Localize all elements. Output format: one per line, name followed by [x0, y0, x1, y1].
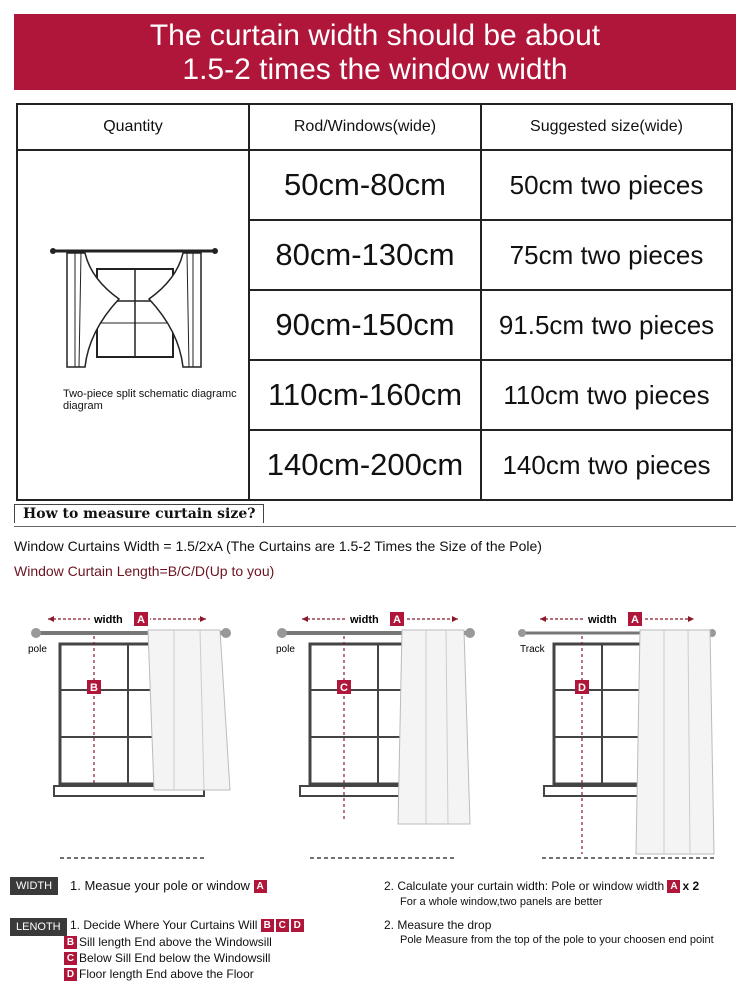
width-step-2: 2. Calculate your curtain width: Pole or window width A x 2	[384, 879, 700, 893]
header-quantity: Quantity	[17, 104, 249, 150]
howto-heading	[14, 504, 736, 527]
rod-cell: 110cm-160cm	[249, 360, 481, 430]
length-step-1: 1. Decide Where Your Curtains Will B C D	[70, 918, 306, 932]
svg-text:width: width	[350, 614, 379, 626]
size-cell: 50cm two pieces	[481, 150, 732, 220]
measure-diagram-d	[514, 600, 734, 867]
measure-diagram-b	[24, 600, 244, 867]
size-cell: 110cm two pieces	[481, 360, 732, 430]
length-formula: Window Curtain Length=B/C/D(Up to you)	[14, 563, 275, 579]
svg-text:Track: Track	[520, 644, 545, 655]
length-option-c: C Below Sill End below the Windowsill	[64, 951, 270, 965]
headline-banner	[14, 14, 736, 90]
width-step-1: 1. Measue your pole or window A	[70, 878, 269, 893]
howto-title: How to measure curtain size?	[14, 504, 264, 523]
width-label: width	[94, 614, 123, 626]
length-step-2-note: Pole Measure from the top of the pole to your choosen end point	[400, 934, 714, 946]
width-tag: WIDTH	[10, 877, 58, 895]
header-suggested: Suggested size(wide)	[481, 104, 732, 150]
curtain-schematic-icon	[19, 239, 247, 379]
svg-text:A: A	[137, 614, 145, 626]
width-formula: Window Curtains Width = 1.5/2xA (The Curtains are 1.5-2 Times the Size of the Pole)	[14, 538, 542, 554]
headline-line-2: 1.5-2 times the window width	[182, 53, 568, 86]
length-option-b: B Sill length End above the Windowsill	[64, 935, 272, 949]
size-cell: 91.5cm two pieces	[481, 290, 732, 360]
svg-text:pole: pole	[276, 644, 295, 655]
size-cell: 75cm two pieces	[481, 220, 732, 290]
size-cell: 140cm two pieces	[481, 430, 732, 500]
rod-cell: 50cm-80cm	[249, 150, 481, 220]
curtain-schematic-cell	[17, 150, 249, 500]
size-table	[16, 103, 733, 501]
schematic-caption: Two-piece split schematic diagramc diagram	[63, 387, 237, 412]
svg-text:A: A	[393, 614, 401, 626]
width-step-2-note: For a whole window,two panels are better	[400, 896, 603, 908]
svg-text:D: D	[578, 682, 586, 694]
svg-text:width: width	[588, 614, 617, 626]
rod-label: pole	[28, 644, 47, 655]
svg-text:A: A	[631, 614, 639, 626]
header-rod: Rod/Windows(wide)	[249, 104, 481, 150]
rod-cell: 90cm-150cm	[249, 290, 481, 360]
rod-cell: 80cm-130cm	[249, 220, 481, 290]
length-step-2: 2. Measure the drop	[384, 918, 492, 932]
headline-line-1: The curtain width should be about	[149, 19, 601, 52]
length-tag: LENOTH	[10, 918, 67, 936]
measure-diagram-c	[270, 600, 490, 867]
rod-cell: 140cm-200cm	[249, 430, 481, 500]
length-option-d: D Floor length End above the Floor	[64, 967, 254, 981]
svg-text:B: B	[90, 682, 98, 694]
svg-text:C: C	[340, 682, 348, 694]
